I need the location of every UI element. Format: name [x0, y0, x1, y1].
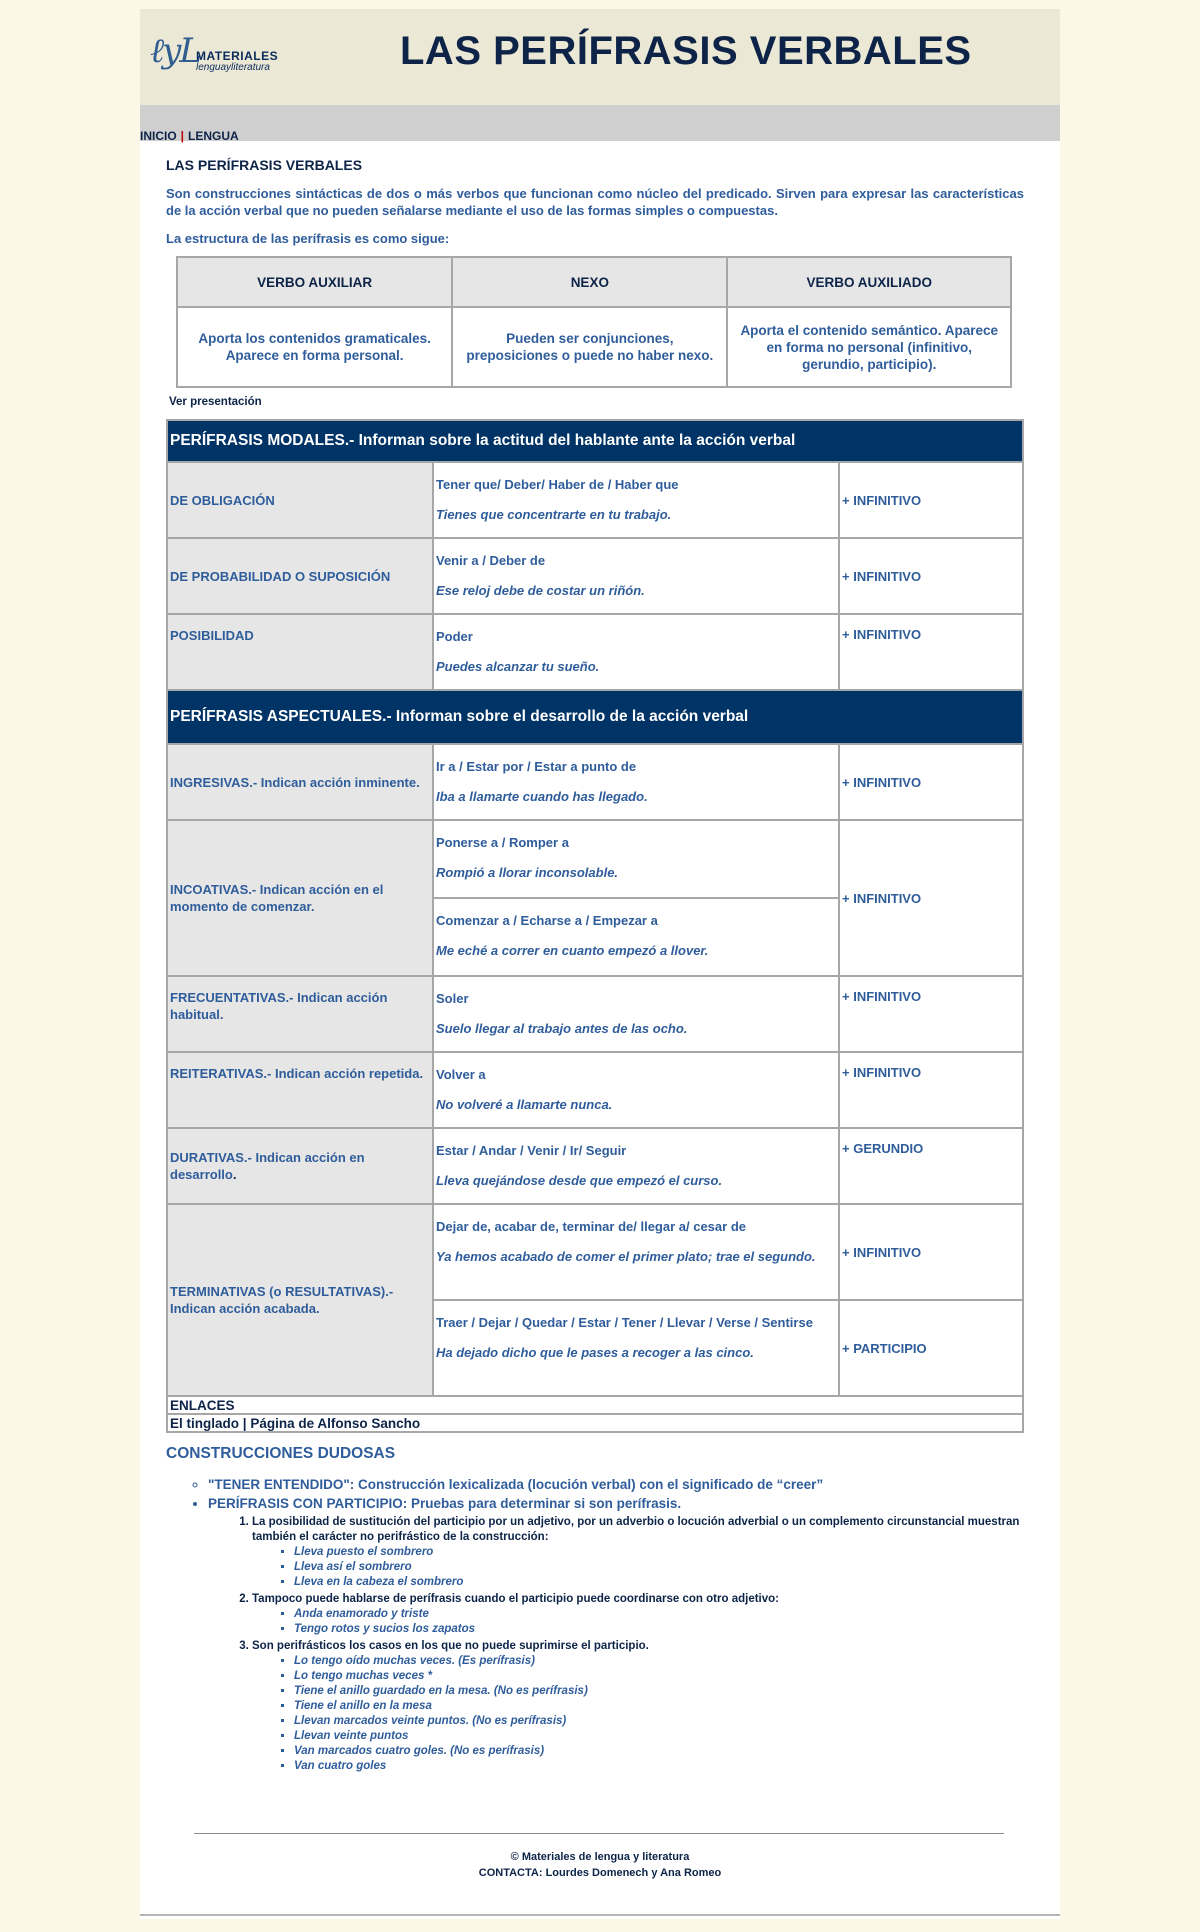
- example-sentence: Ese reloj debe de costar un riñón.: [436, 583, 645, 598]
- site-logo[interactable]: [148, 31, 298, 87]
- example-item: ▪ Llevan marcados veinte puntos. (No es perífrasis): [294, 1714, 1024, 1729]
- example-item: ▪ Lleva así el sombrero: [294, 1560, 1024, 1575]
- category-cell: TERMINATIVAS (o RESULTATIVAS).- Indican acción acabada.: [167, 1204, 433, 1396]
- verb-form: Volver a: [436, 1067, 486, 1082]
- struct-header-auxiliar: VERBO AUXILIAR: [177, 257, 452, 307]
- prueba-text: Son perifrásticos los casos en los que no puede suprimirse el participio.: [252, 1640, 649, 1652]
- example-sentence: Ya hemos acabado de comer el primer plato; trae el segundo.: [436, 1249, 816, 1264]
- verb-form: Comenzar a / Echarse a / Empezar a: [436, 913, 658, 928]
- complement-cell: + INFINITIVO: [839, 744, 1023, 820]
- enlaces-heading: ENLACES: [167, 1396, 1023, 1414]
- enlaces-row: [167, 1414, 1023, 1432]
- example-sentence: Lleva quejándose desde que empezó el curso.: [436, 1173, 723, 1188]
- list-item: [208, 1496, 1024, 1774]
- tener-entendido-text: "TENER ENTENDIDO": Construcción lexicalizada (locución verbal) con el significado de “creer”: [208, 1477, 824, 1492]
- contact-link-lourdes[interactable]: Lourdes Domenech: [545, 1867, 649, 1879]
- example-sentence: Me eché a correr en cuanto empezó a llover.: [436, 943, 709, 958]
- example-item: ▪ Tiene el anillo guardado en la mesa. (No es perífrasis): [294, 1684, 1024, 1699]
- complement-cell: + GERUNDIO: [839, 1128, 1023, 1204]
- perifrasis-table: [166, 419, 1024, 1433]
- complement-cell: + INFINITIVO: [839, 976, 1023, 1052]
- category-cell: INCOATIVAS.- Indican acción en el momento de comenzar.: [167, 820, 433, 976]
- copyright-text: © Materiales de lengua y literatura: [510, 1851, 690, 1863]
- category-cell: POSIBILIDAD: [167, 614, 433, 690]
- link-alfonso-sancho[interactable]: Página de Alfonso Sancho: [250, 1415, 421, 1431]
- struct-cell-auxiliar: Aporta los contenidos gramaticales. Aparece en forma personal.: [177, 307, 452, 387]
- complement-cell: + INFINITIVO: [839, 820, 1023, 976]
- page-bottom-divider: [140, 1914, 1060, 1916]
- example-item: ▪ Lleva en la cabeza el sombrero: [294, 1575, 1024, 1590]
- verb-form: Ponerse a / Romper a: [436, 835, 569, 850]
- verb-form: Traer / Dejar / Quedar / Estar / Tener / Llevar / Verse / Sentirse: [436, 1315, 813, 1330]
- example-item: ▪ Llevan veinte puntos: [294, 1729, 1024, 1744]
- contact-line: [140, 1865, 1060, 1881]
- structure-table: [176, 256, 1012, 388]
- example-list: [252, 1607, 1024, 1637]
- complement-cell: + INFINITIVO: [839, 1052, 1023, 1128]
- category-cell: FRECUENTATIVAS.- Indican acción habitual.: [167, 976, 433, 1052]
- complement-cell: + PARTICIPIO: [839, 1300, 1023, 1396]
- category-label: DURATIVAS.- Indican acción en desarrollo: [170, 1150, 365, 1182]
- logo-script: ℓyL: [150, 31, 200, 71]
- logo-subtitle: lenguayliteratura: [196, 62, 270, 73]
- site-title: LAS PERÍFRASIS VERBALES: [400, 29, 972, 73]
- struct-header-auxiliado: VERBO AUXILIADO: [727, 257, 1011, 307]
- example-item: ▪ Lo tengo muchas veces *: [294, 1669, 1024, 1684]
- logo-title: MATERIALES: [196, 49, 279, 63]
- example-sentence: No volveré a llamarte nunca.: [436, 1097, 613, 1112]
- prueba-text: La posibilidad de sustitución del participio por un adjetivo, por un adverbio o locución adverbial o un complemento circunstancial muestran también el carácter no perifrástico de la construcción:: [252, 1516, 1020, 1543]
- verb-form: Estar / Andar / Venir / Ir/ Seguir: [436, 1143, 627, 1158]
- verb-form: Ir a / Estar por / Estar a punto de: [436, 759, 637, 774]
- ver-presentacion-link[interactable]: Ver presentación: [169, 396, 262, 408]
- verb-form: Poder: [436, 629, 473, 644]
- nav-link-inicio[interactable]: INICIO: [140, 129, 177, 143]
- list-item: [208, 1477, 1024, 1492]
- pruebas-list: [208, 1515, 1024, 1774]
- example-sentence: Puedes alcanzar tu sueño.: [436, 659, 600, 674]
- category-cell: INGRESIVAS.- Indican acción inminente.: [167, 744, 433, 820]
- complement-cell: + INFINITIVO: [839, 462, 1023, 538]
- link-separator: |: [242, 1415, 247, 1431]
- page-container: [140, 9, 1060, 1919]
- verb-form: Venir a / Deber de: [436, 553, 546, 568]
- nav-separator: |: [180, 129, 185, 143]
- nav-bar: [140, 105, 1060, 141]
- verb-form: Tener que/ Deber/ Haber de / Haber que: [436, 477, 679, 492]
- example-item: ▪ Van cuatro goles: [294, 1759, 1024, 1774]
- dudosas-heading: CONSTRUCCIONES DUDOSAS: [166, 1445, 396, 1462]
- intro-paragraph: Son construcciones sintácticas de dos o más verbos que funcionan como núcleo del predicado. Sirven para expresar las características de la acción verbal que no pueden señalarse mediante el uso de las formas simples o compuestas.: [166, 186, 1024, 218]
- struct-cell-auxiliado: Aporta el contenido semántico. Aparece en forma no personal (infinitivo, gerundio, participio).: [727, 307, 1011, 387]
- prueba-text: Tampoco puede hablarse de perífrasis cuando el participio puede coordinarse con otro adjetivo:: [252, 1593, 779, 1605]
- contacta-label: CONTACTA:: [478, 1867, 543, 1879]
- complement-cell: + INFINITIVO: [839, 1204, 1023, 1300]
- list-item: [252, 1515, 1024, 1590]
- verb-form: Dejar de, acabar de, terminar de/ llegar a/ cesar de: [436, 1219, 746, 1234]
- example-list: [252, 1654, 1024, 1774]
- verb-form: Soler: [436, 991, 469, 1006]
- example-item: ▪ Van marcados cuatro goles. (No es perífrasis): [294, 1744, 1024, 1759]
- example-list: [252, 1545, 1024, 1590]
- complement-cell: + INFINITIVO: [839, 538, 1023, 614]
- category-cell: [167, 1128, 433, 1204]
- example-sentence: Suelo llegar al trabajo antes de las ocho.: [436, 1021, 688, 1036]
- contact-link-ana[interactable]: Ana Romeo: [660, 1867, 722, 1879]
- category-cell: DE OBLIGACIÓN: [167, 462, 433, 538]
- main-content: [166, 157, 1024, 1778]
- contact-conjunction: y: [651, 1867, 658, 1879]
- section-header-aspectuales: PERÍFRASIS ASPECTUALES.- Informan sobre el desarrollo de la acción verbal: [167, 690, 1023, 744]
- struct-cell-nexo: Pueden ser conjunciones, preposiciones o puede no haber nexo.: [452, 307, 727, 387]
- list-item: [252, 1592, 1024, 1637]
- example-item: ▪ Tengo rotos y sucios los zapatos: [294, 1622, 1024, 1637]
- nav-link-lengua[interactable]: LENGUA: [188, 129, 239, 143]
- category-cell: REITERATIVAS.- Indican acción repetida.: [167, 1052, 433, 1128]
- site-footer: [140, 1849, 1060, 1881]
- participio-heading: PERÍFRASIS CON PARTICIPIO: Pruebas para determinar si son perífrasis.: [208, 1496, 682, 1511]
- breadcrumb: [140, 129, 239, 143]
- example-sentence: Ha dejado dicho que le pases a recoger a las cinco.: [436, 1345, 754, 1360]
- footer-divider: [194, 1833, 1004, 1834]
- category-cell: DE PROBABILIDAD O SUPOSICIÓN: [167, 538, 433, 614]
- example-sentence: Iba a llamarte cuando has llegado.: [436, 789, 648, 804]
- site-header: [140, 9, 1060, 105]
- example-item: ▪ Lleva puesto el sombrero: [294, 1545, 1024, 1560]
- example-item: ▪ Tiene el anillo en la mesa: [294, 1699, 1024, 1714]
- category-dot: .: [232, 1167, 237, 1182]
- list-item: [252, 1639, 1024, 1774]
- example-item: ▪ Lo tengo oído muchas veces. (Es perífrasis): [294, 1654, 1024, 1669]
- structure-intro: La estructura de las perífrasis es como sigue:: [166, 231, 450, 246]
- example-item: ▪ Anda enamorado y triste: [294, 1607, 1024, 1622]
- example-sentence: Tienes que concentrarte en tu trabajo.: [436, 507, 672, 522]
- example-sentence: Rompió a llorar inconsolable.: [436, 865, 619, 880]
- page-heading: LAS PERÍFRASIS VERBALES: [166, 157, 363, 173]
- section-header-modales: PERÍFRASIS MODALES.- Informan sobre la actitud del hablante ante la acción verbal: [167, 420, 1023, 462]
- struct-header-nexo: NEXO: [452, 257, 727, 307]
- dudosas-list: [166, 1477, 1024, 1774]
- link-el-tinglado[interactable]: El tinglado: [170, 1415, 239, 1431]
- complement-cell: + INFINITIVO: [839, 614, 1023, 690]
